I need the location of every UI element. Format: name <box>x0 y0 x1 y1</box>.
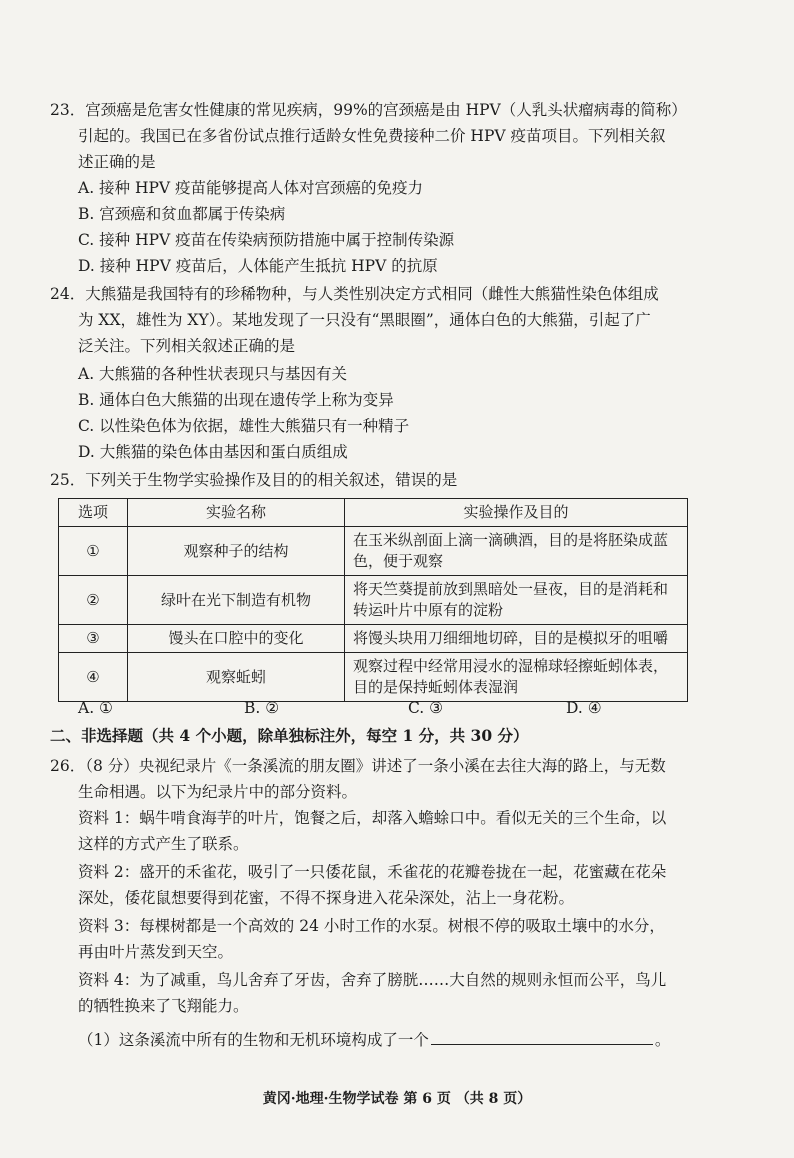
q26-material-2-line-1: 资料 2：盛开的禾雀花，吸引了一只倭花鼠，禾雀花的花瓣卷拢在一起，花蜜藏在花朵 <box>78 863 667 881</box>
q25-option-a: A. ① <box>78 699 113 717</box>
page-footer: 黄冈·地理·生物学试卷 第 6 页 （共 8 页） <box>262 1091 532 1107</box>
q25-option-c: C. ③ <box>408 699 444 717</box>
q26-material-4-line-2: 的牺牲换来了飞翔能力。 <box>78 997 249 1015</box>
table-cell-name: 绿叶在光下制造有机物 <box>128 576 345 625</box>
q25-option-d: D. ④ <box>566 699 602 717</box>
q23-stem-line-1: 23．宫颈癌是危害女性健康的常见疾病，99%的宫颈癌是由 HPV（人乳头状瘤病毒的简称） <box>50 101 687 119</box>
q24-option-b: B. 通体白色大熊猫的出现在遗传学上称为变异 <box>78 391 394 409</box>
q23-stem-line-2: 引起的。我国已在多省份试点推行适龄女性免费接种二价 HPV 疫苗项目。下列相关叙 <box>78 127 666 145</box>
q23-stem-line-3: 述正确的是 <box>78 153 156 171</box>
table-row <box>59 625 688 653</box>
q26-material-3-line-2: 再由叶片蒸发到天空。 <box>78 943 234 961</box>
table-header-operation: 实验操作及目的 <box>345 499 688 527</box>
q24-stem-line-1: 24．大熊猫是我国特有的珍稀物种，与人类性别决定方式相同（雌性大熊猫性染色体组成 <box>50 285 659 303</box>
q23-option-a: A. 接种 HPV 疫苗能够提高人体对宫颈癌的免疫力 <box>78 179 424 197</box>
q26-material-1-line-1: 资料 1：蜗牛啃食海芋的叶片，饱餐之后，却落入蟾蜍口中。看似无关的三个生命，以 <box>78 809 667 827</box>
q26-sub1-prefix: （1）这条溪流中所有的生物和无机环境构成了一个 <box>78 1031 429 1049</box>
table-header-row <box>59 499 688 527</box>
experiment-table <box>58 498 688 702</box>
q24-option-c: C. 以性染色体为依据，雄性大熊猫只有一种精子 <box>78 417 410 435</box>
table-cell-name: 观察蚯蚓 <box>128 653 345 702</box>
table-cell-no: ③ <box>59 625 128 653</box>
table-row <box>59 576 688 625</box>
section-heading: 二、非选择题（共 4 个小题，除单独标注外，每空 1 分，共 30 分） <box>50 726 529 745</box>
q24-stem-line-3: 泛关注。下列相关叙述正确的是 <box>78 337 296 355</box>
q24-stem-line-2: 为 XX，雄性为 XY）。某地发现了一只没有“黑眼圈”，通体白色的大熊猫，引起了广 <box>78 311 651 329</box>
table-cell-operation: 观察过程中经常用浸水的湿棉球轻擦蚯蚓体表，目的是保持蚯蚓体表湿润 <box>345 653 688 702</box>
q26-material-4-line-1: 资料 4：为了减重，鸟儿舍弃了牙齿，舍弃了膀胱……大自然的规则永恒而公平，鸟儿 <box>78 971 667 989</box>
table-cell-no: ② <box>59 576 128 625</box>
q26-line-2: 生命相遇。以下为纪录片中的部分资料。 <box>78 783 358 801</box>
table-header-option: 选项 <box>59 499 128 527</box>
table-cell-no: ① <box>59 527 128 576</box>
q25-option-b: B. ② <box>244 699 280 717</box>
q25-stem: 25．下列关于生物学实验操作及目的的相关叙述，错误的是 <box>50 471 458 489</box>
table-row <box>59 653 688 702</box>
table-cell-operation: 将天竺葵提前放到黑暗处一昼夜，目的是消耗和转运叶片中原有的淀粉 <box>345 576 688 625</box>
table-header-name: 实验名称 <box>128 499 345 527</box>
q23-option-b: B. 宫颈癌和贫血都属于传染病 <box>78 205 286 223</box>
answer-blank[interactable] <box>431 1028 653 1045</box>
q26-sub1-suffix: 。 <box>654 1031 671 1049</box>
q26-line-1: 26．（8 分）央视纪录片《一条溪流的朋友圈》讲述了一条小溪在去往大海的路上，与无数 <box>50 757 666 775</box>
q26-sub1 <box>78 1028 670 1050</box>
q24-option-a: A. 大熊猫的各种性状表现只与基因有关 <box>78 365 348 383</box>
q23-option-d: D. 接种 HPV 疫苗后，人体能产生抵抗 HPV 的抗原 <box>78 257 438 275</box>
table-row <box>59 527 688 576</box>
table-cell-name: 观察种子的结构 <box>128 527 345 576</box>
q24-option-d: D. 大熊猫的染色体由基因和蛋白质组成 <box>78 443 348 461</box>
q26-material-2-line-2: 深处，倭花鼠想要得到花蜜，不得不探身进入花朵深处，沾上一身花粉。 <box>78 889 575 907</box>
table-cell-operation: 在玉米纵剖面上滴一滴碘酒，目的是将胚染成蓝色，便于观察 <box>345 527 688 576</box>
table-cell-no: ④ <box>59 653 128 702</box>
table-cell-name: 馒头在口腔中的变化 <box>128 625 345 653</box>
q26-material-1-line-2: 这样的方式产生了联系。 <box>78 835 249 853</box>
q23-option-c: C. 接种 HPV 疫苗在传染病预防措施中属于控制传染源 <box>78 231 455 249</box>
q26-material-3-line-1: 资料 3：每棵树都是一个高效的 24 小时工作的水泵。树根不停的吸取土壤中的水分， <box>78 917 665 935</box>
table-cell-operation: 将馒头块用刀细细地切碎，目的是模拟牙的咀嚼 <box>345 625 688 653</box>
